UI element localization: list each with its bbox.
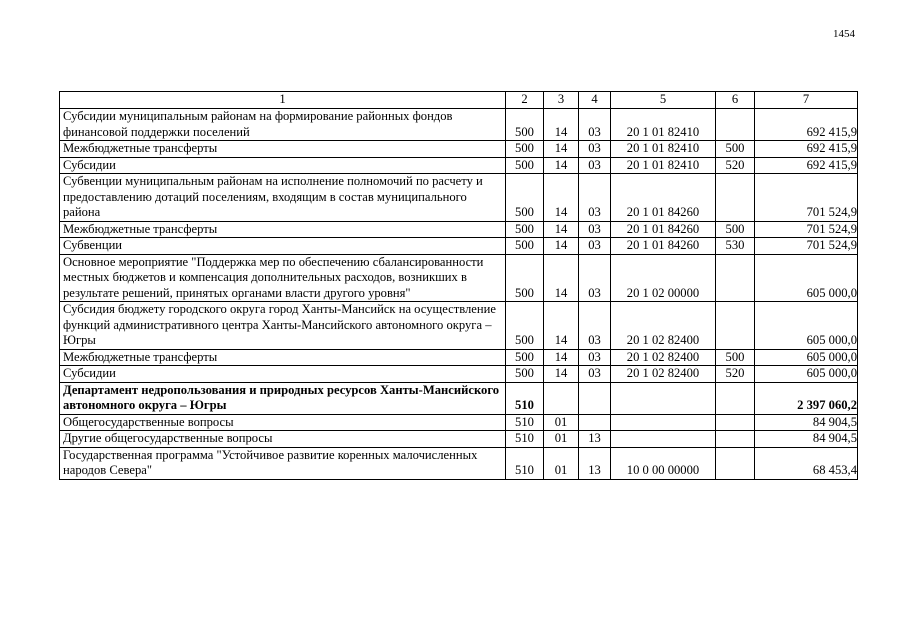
row-name-cell: Субвенции [60,238,506,255]
row-name-cell: Субвенции муниципальным районам на исполнение полномочий по расчету и предоставлению дотаций поселениям, входящим в состав муниципального района [60,174,506,222]
row-amount-cell: 2 397 060,2 [755,382,858,414]
row-type-cell [716,174,755,222]
table-row [60,382,858,414]
row-name-cell: Субсидии муниципальным районам на формирование районных фондов финансовой поддержки поселений [60,109,506,141]
table-row [60,366,858,383]
row-section-cell: 14 [544,109,579,141]
row-amount-cell: 701 524,9 [755,174,858,222]
row-amount-cell: 605 000,0 [755,254,858,302]
row-type-cell: 520 [716,366,755,383]
row-target-cell: 20 1 02 82400 [611,349,716,366]
row-subsection-cell: 13 [579,447,611,479]
row-type-cell [716,431,755,448]
row-subsection-cell: 03 [579,238,611,255]
table-header-row [60,92,858,109]
row-section-cell: 14 [544,221,579,238]
row-section-cell: 01 [544,414,579,431]
row-type-cell [716,254,755,302]
row-section-cell: 14 [544,141,579,158]
row-type-cell [716,382,755,414]
row-amount-cell: 605 000,0 [755,366,858,383]
row-code-cell: 500 [506,174,544,222]
row-target-cell [611,414,716,431]
row-name-cell: Департамент недропользования и природных ресурсов Ханты-Мансийского автономного округа – Югры [60,382,506,414]
table-row [60,254,858,302]
row-target-cell: 20 1 02 82400 [611,366,716,383]
column-header: 5 [611,92,716,109]
row-section-cell: 14 [544,254,579,302]
row-type-cell: 520 [716,157,755,174]
table-body [60,92,858,480]
row-section-cell: 14 [544,302,579,350]
row-name-cell: Общегосударственные вопросы [60,414,506,431]
row-subsection-cell [579,414,611,431]
row-amount-cell: 701 524,9 [755,221,858,238]
row-section-cell: 14 [544,349,579,366]
row-code-cell: 500 [506,157,544,174]
row-amount-cell: 692 415,9 [755,157,858,174]
row-subsection-cell: 03 [579,157,611,174]
row-code-cell: 500 [506,109,544,141]
row-target-cell: 20 1 01 84260 [611,174,716,222]
row-name-cell: Межбюджетные трансферты [60,349,506,366]
row-amount-cell: 692 415,9 [755,109,858,141]
row-name-cell: Государственная программа "Устойчивое развитие коренных малочисленных народов Севера" [60,447,506,479]
row-amount-cell: 84 904,5 [755,414,858,431]
row-section-cell [544,382,579,414]
row-section-cell: 14 [544,174,579,222]
row-target-cell [611,382,716,414]
row-section-cell: 01 [544,431,579,448]
table-row [60,414,858,431]
row-code-cell: 500 [506,254,544,302]
row-amount-cell: 605 000,0 [755,302,858,350]
row-amount-cell: 605 000,0 [755,349,858,366]
row-target-cell: 20 1 01 82410 [611,141,716,158]
row-target-cell: 20 1 01 82410 [611,157,716,174]
table-row [60,174,858,222]
row-amount-cell: 701 524,9 [755,238,858,255]
row-type-cell: 500 [716,141,755,158]
table-row [60,302,858,350]
row-code-cell: 500 [506,141,544,158]
row-code-cell: 510 [506,382,544,414]
row-name-cell: Субсидия бюджету городского округа город Ханты-Мансийск на осуществление функций административного центра Ханты-Мансийского автономного округа – Югры [60,302,506,350]
row-subsection-cell: 03 [579,141,611,158]
row-type-cell: 500 [716,221,755,238]
table-row [60,431,858,448]
row-target-cell: 20 1 01 84260 [611,221,716,238]
row-amount-cell: 68 453,4 [755,447,858,479]
row-name-cell: Субсидии [60,366,506,383]
row-type-cell [716,447,755,479]
row-type-cell: 500 [716,349,755,366]
row-target-cell: 20 1 02 00000 [611,254,716,302]
row-type-cell [716,109,755,141]
page-number: 1454 [833,28,855,40]
row-code-cell: 500 [506,221,544,238]
row-code-cell: 500 [506,349,544,366]
row-subsection-cell: 03 [579,174,611,222]
row-code-cell: 500 [506,366,544,383]
column-header: 4 [579,92,611,109]
table-row [60,447,858,479]
table-row [60,141,858,158]
row-section-cell: 14 [544,157,579,174]
row-subsection-cell: 03 [579,221,611,238]
row-name-cell: Межбюджетные трансферты [60,141,506,158]
row-subsection-cell: 03 [579,302,611,350]
row-subsection-cell: 03 [579,109,611,141]
row-subsection-cell: 03 [579,366,611,383]
row-name-cell: Субсидии [60,157,506,174]
row-target-cell [611,431,716,448]
row-name-cell: Другие общегосударственные вопросы [60,431,506,448]
row-code-cell: 510 [506,414,544,431]
row-target-cell: 10 0 00 00000 [611,447,716,479]
row-target-cell: 20 1 01 82410 [611,109,716,141]
row-subsection-cell: 13 [579,431,611,448]
row-name-cell: Межбюджетные трансферты [60,221,506,238]
row-type-cell: 530 [716,238,755,255]
row-target-cell: 20 1 01 84260 [611,238,716,255]
table-row [60,221,858,238]
row-subsection-cell: 03 [579,349,611,366]
column-header: 6 [716,92,755,109]
row-target-cell: 20 1 02 82400 [611,302,716,350]
row-subsection-cell [579,382,611,414]
row-amount-cell: 692 415,9 [755,141,858,158]
table-row [60,157,858,174]
table-row [60,109,858,141]
column-header: 1 [60,92,506,109]
row-section-cell: 14 [544,366,579,383]
row-code-cell: 500 [506,302,544,350]
row-code-cell: 510 [506,431,544,448]
table-row [60,349,858,366]
row-code-cell: 500 [506,238,544,255]
table-row [60,238,858,255]
column-header: 3 [544,92,579,109]
column-header: 7 [755,92,858,109]
column-header: 2 [506,92,544,109]
row-subsection-cell: 03 [579,254,611,302]
row-section-cell: 01 [544,447,579,479]
row-type-cell [716,302,755,350]
row-amount-cell: 84 904,5 [755,431,858,448]
row-section-cell: 14 [544,238,579,255]
row-code-cell: 510 [506,447,544,479]
row-name-cell: Основное мероприятие "Поддержка мер по обеспечению сбалансированности местных бюджетов и компенсация дополнительных расходов, возникших в результате решений, принятых органами власти другого уровня" [60,254,506,302]
budget-table [59,91,858,480]
row-type-cell [716,414,755,431]
